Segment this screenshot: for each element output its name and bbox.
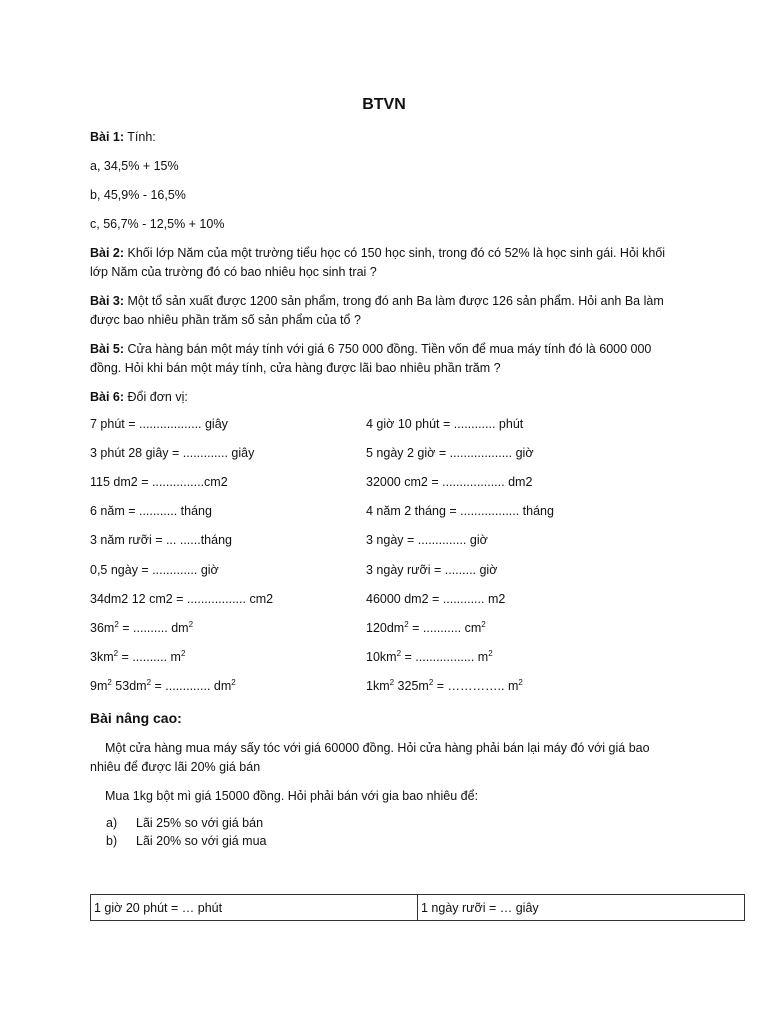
- conversion-item: 3 ngày = .............. giờ: [366, 533, 488, 547]
- conversion-item: 0,5 ngày = ............. giờ: [90, 563, 219, 577]
- exercise-1-item-c: c, 56,7% - 12,5% + 10%: [90, 217, 225, 231]
- document-title: BTVN: [362, 96, 406, 113]
- table-cell: 1 giờ 20 phút = … phút: [91, 895, 418, 921]
- exercise-5-line-2: đồng. Hỏi khi bán một máy tính, cửa hàng được lãi bao nhiêu phần trăm ?: [90, 361, 501, 375]
- conversion-item: $1km^2$ $325m^2$ = ………….. $m^2$: [366, 677, 523, 693]
- exercise-1-item-a: a, 34,5% + 15%: [90, 159, 179, 173]
- conversion-item: 7 phút = .................. giây: [90, 417, 228, 431]
- conversion-item: 6 năm = ........... tháng: [90, 504, 212, 518]
- conversion-item: 3 ngày rưỡi = ......... giờ: [366, 563, 498, 577]
- exercise-5-line-1: Bài 5: Cửa hàng bán một máy tính với giá 6 750 000 đồng. Tiền vốn để mua máy tính đó là 6000 000: [90, 342, 652, 356]
- conversion-item: 46000 dm2 = ............ m2: [366, 592, 506, 606]
- conversion-item: $9m^2$ $53dm^2$ = ............. $dm^2$: [90, 677, 236, 693]
- advanced-heading: Bài nâng cao:: [90, 710, 182, 726]
- conversion-item: 4 giờ 10 phút = ............ phút: [366, 417, 524, 431]
- conversion-item: 34dm2 12 cm2 = ................. cm2: [90, 592, 274, 606]
- advanced-problem-2: Mua 1kg bột mì giá 15000 đồng. Hỏi phải bán với gia bao nhiêu để:: [105, 789, 479, 803]
- conversion-item: $36m^2$ = .......... $dm^2$: [90, 619, 194, 635]
- list-item: a) Lãi 25% so với giá bán: [106, 816, 264, 830]
- exercise-2-line-2: lớp Năm của trường đó có bao nhiêu học sinh trai ?: [90, 265, 377, 279]
- table-cell: 1 ngày rưỡi = … giây: [418, 895, 745, 921]
- exercise-6-heading: Bài 6: Đổi đơn vị:: [90, 390, 188, 404]
- exercise-3-line-1: Bài 3: Một tổ sản xuất được 1200 sản phẩm, trong đó anh Ba làm được 126 sản phẩm. Hỏi anh Ba làm: [90, 294, 664, 308]
- conversion-table: [90, 894, 745, 921]
- exercise-1-item-b: b, 45,9% - 16,5%: [90, 188, 186, 202]
- conversion-item: $120dm^2$ = ........... $cm^2$: [366, 619, 486, 635]
- advanced-problem-1-line-2: nhiêu để được lãi 20% giá bán: [90, 760, 261, 774]
- list-item: b) Lãi 20% so với giá mua: [106, 834, 267, 848]
- conversion-item: 32000 cm2 = .................. dm2: [366, 475, 533, 489]
- table-row: [91, 895, 745, 921]
- conversion-item: 4 năm 2 tháng = ................. tháng: [366, 504, 554, 518]
- conversion-item: 115 dm2 = ...............cm2: [90, 475, 228, 489]
- advanced-problem-1-line-1: Một cửa hàng mua máy sấy tóc với giá 60000 đồng. Hỏi cửa hàng phải bán lại máy đó với giá bao: [105, 741, 650, 755]
- conversion-item: 5 ngày 2 giờ = .................. giờ: [366, 446, 534, 460]
- conversion-item: $3km^2$ = .......... $m^2$: [90, 648, 186, 664]
- conversion-item: $10km^2$ = ................. $m^2$: [366, 648, 493, 664]
- conversion-item: 3 phút 28 giây = ............. giây: [90, 446, 255, 460]
- exercise-3-line-2: được bao nhiêu phần trăm số sản phẩm của tổ ?: [90, 313, 361, 327]
- conversion-item: 3 năm rưỡi = ... ......tháng: [90, 533, 232, 547]
- exercise-2-line-1: Bài 2: Khối lớp Năm của một trường tiểu học có 150 học sinh, trong đó có 52% là học sinh gái. Hỏi khối: [90, 246, 666, 260]
- exercise-1-heading: Bài 1: Tính:: [90, 130, 156, 144]
